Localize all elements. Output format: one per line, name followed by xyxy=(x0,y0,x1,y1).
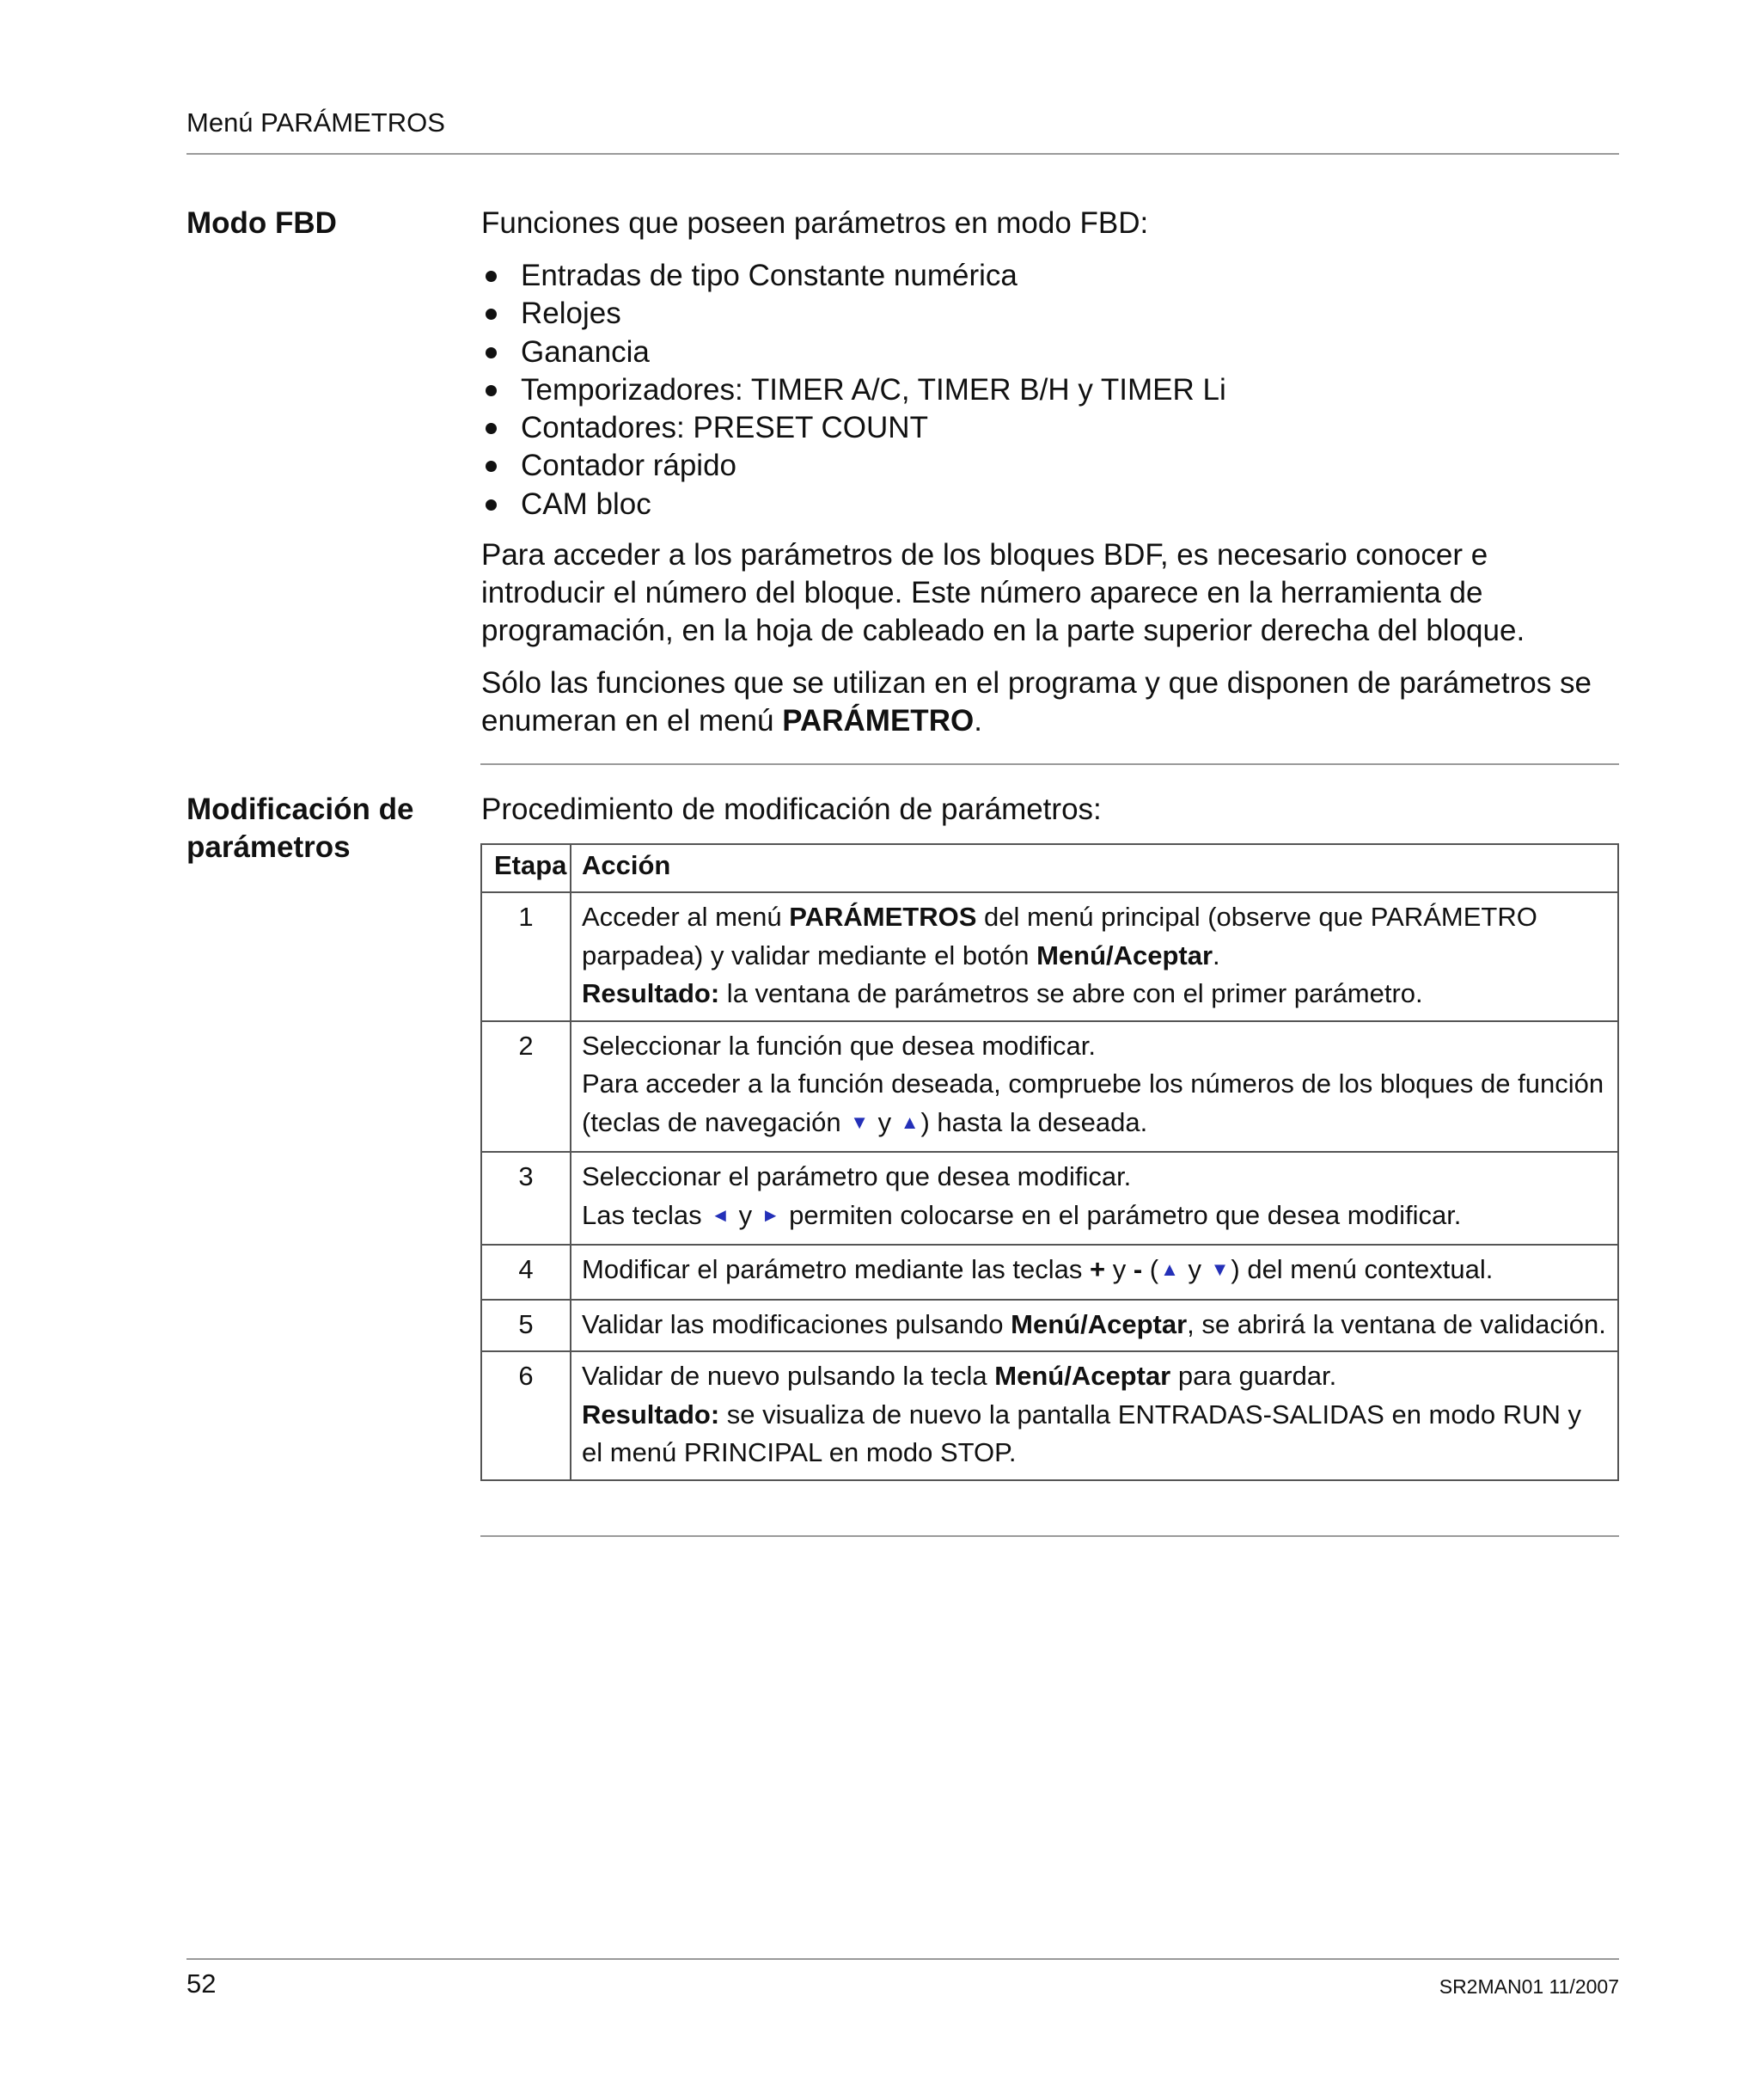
up-arrow-icon: ▲ xyxy=(1160,1258,1179,1280)
step-action xyxy=(571,1351,1618,1480)
fbd-function-list xyxy=(481,257,1619,523)
fbd-intro: Funciones que poseen parámetros en modo FBD: xyxy=(481,206,1149,240)
list-item: Contadores: PRESET COUNT xyxy=(481,409,1619,447)
table-row xyxy=(481,1152,1618,1245)
text-run: la ventana de parámetros se abre con el primer parámetro. xyxy=(719,978,1423,1008)
fbd-paragraph-menu xyxy=(481,664,1619,740)
text-bold: PARÁMETROS xyxy=(789,902,977,932)
list-item: Contador rápido xyxy=(481,447,1619,485)
step-action xyxy=(571,1245,1618,1300)
down-arrow-icon: ▼ xyxy=(850,1111,869,1133)
plus-key: + xyxy=(1089,1254,1106,1284)
text-run: Las teclas xyxy=(582,1199,710,1230)
text-run: Modificar el parámetro mediante las teclas xyxy=(582,1254,1090,1284)
down-arrow-icon: ▼ xyxy=(1210,1258,1230,1280)
step-number: 1 xyxy=(481,892,571,1021)
text-run: Para acceder a la función deseada, compruebe los números de los bloques de función (teclas de navegación xyxy=(582,1068,1604,1137)
table-header-row xyxy=(481,844,1618,892)
text-run: , se abrirá la ventana de validación. xyxy=(1187,1308,1606,1339)
up-arrow-icon: ▲ xyxy=(900,1111,920,1133)
text-run: y xyxy=(1105,1254,1134,1284)
text-run: del menú principal (observe que PARÁMETRO parpadea) y validar mediante el botón xyxy=(582,902,1537,970)
list-item: Entradas de tipo Constante numérica xyxy=(481,257,1619,295)
step-action xyxy=(571,892,1618,1021)
text-run: Seleccionar el parámetro que desea modificar. xyxy=(582,1161,1132,1191)
step-action xyxy=(571,1021,1618,1153)
text-run: Seleccionar la función que desea modificar. xyxy=(582,1030,1096,1061)
section-label-modificacion: Modificación de parámetros xyxy=(186,793,414,864)
header-rule xyxy=(186,153,1619,155)
table-row xyxy=(481,1021,1618,1153)
minus-key: - xyxy=(1133,1254,1143,1284)
section-separator xyxy=(480,1535,1619,1537)
section-separator xyxy=(480,763,1619,765)
text-run: Validar de nuevo pulsando la tecla xyxy=(582,1361,995,1391)
list-item: Relojes xyxy=(481,295,1619,333)
document-reference: SR2MAN01 11/2007 xyxy=(1439,1975,1619,1998)
step-action xyxy=(571,1152,1618,1245)
text-run: ) hasta la deseada. xyxy=(920,1106,1148,1137)
section-label-modo-fbd: Modo FBD xyxy=(186,206,337,240)
column-header-accion: Acción xyxy=(571,844,1618,892)
text-bold: Menú/Aceptar xyxy=(994,1361,1171,1391)
text-run: Acceder al menú xyxy=(582,902,790,932)
procedure-table xyxy=(480,843,1619,1481)
step-number: 3 xyxy=(481,1152,571,1245)
step-action xyxy=(571,1300,1618,1352)
step-number: 2 xyxy=(481,1021,571,1153)
text-run: y xyxy=(730,1199,760,1230)
text-run: para guardar. xyxy=(1170,1361,1337,1391)
table-row xyxy=(481,1300,1618,1352)
text-bold: Menú/Aceptar xyxy=(1036,940,1213,970)
text-run: Sólo las funciones que se utilizan en el programa y que disponen de parámetros se enumeran en el menú xyxy=(481,666,1592,738)
footer-rule xyxy=(186,1958,1619,1960)
mod-intro: Procedimiento de modificación de parámetros: xyxy=(481,793,1102,826)
result-label: Resultado: xyxy=(582,1399,720,1430)
text-run: Validar las modificaciones pulsando xyxy=(582,1308,1011,1339)
text-run: ( xyxy=(1142,1254,1159,1284)
running-header: Menú PARÁMETROS xyxy=(186,107,445,138)
list-item: CAM bloc xyxy=(481,486,1619,523)
text-run: . xyxy=(974,704,982,738)
step-number: 5 xyxy=(481,1300,571,1352)
menu-name-bold: PARÁMETRO xyxy=(782,704,975,738)
column-header-etapa: Etapa xyxy=(481,844,571,892)
page-number: 52 xyxy=(186,1968,217,1999)
text-run: y xyxy=(1180,1254,1209,1284)
text-run: permiten colocarse en el parámetro que desea modificar. xyxy=(781,1199,1462,1230)
text-run: ) del menú contextual. xyxy=(1231,1254,1494,1284)
right-arrow-icon: ► xyxy=(761,1203,780,1226)
table-row xyxy=(481,892,1618,1021)
text-run: . xyxy=(1213,940,1220,970)
text-bold: Menú/Aceptar xyxy=(1011,1308,1188,1339)
list-item: Temporizadores: TIMER A/C, TIMER B/H y TIMER Li xyxy=(481,371,1619,409)
list-item: Ganancia xyxy=(481,334,1619,371)
step-number: 6 xyxy=(481,1351,571,1480)
table-row xyxy=(481,1351,1618,1480)
left-arrow-icon: ◄ xyxy=(711,1203,730,1226)
fbd-paragraph-access: Para acceder a los parámetros de los bloques BDF, es necesario conocer e introducir el número del bloque. Este número aparece en la herramienta de programación, en la hoja de cableado en la parte superior derecha del bloque. xyxy=(481,538,1525,647)
text-run: se visualiza de nuevo la pantalla ENTRADAS-SALIDAS en modo RUN y el menú PRINCIPAL en modo STOP. xyxy=(582,1399,1581,1467)
result-label: Resultado: xyxy=(582,978,720,1008)
text-run: y xyxy=(870,1106,899,1137)
table-row xyxy=(481,1245,1618,1300)
step-number: 4 xyxy=(481,1245,571,1300)
